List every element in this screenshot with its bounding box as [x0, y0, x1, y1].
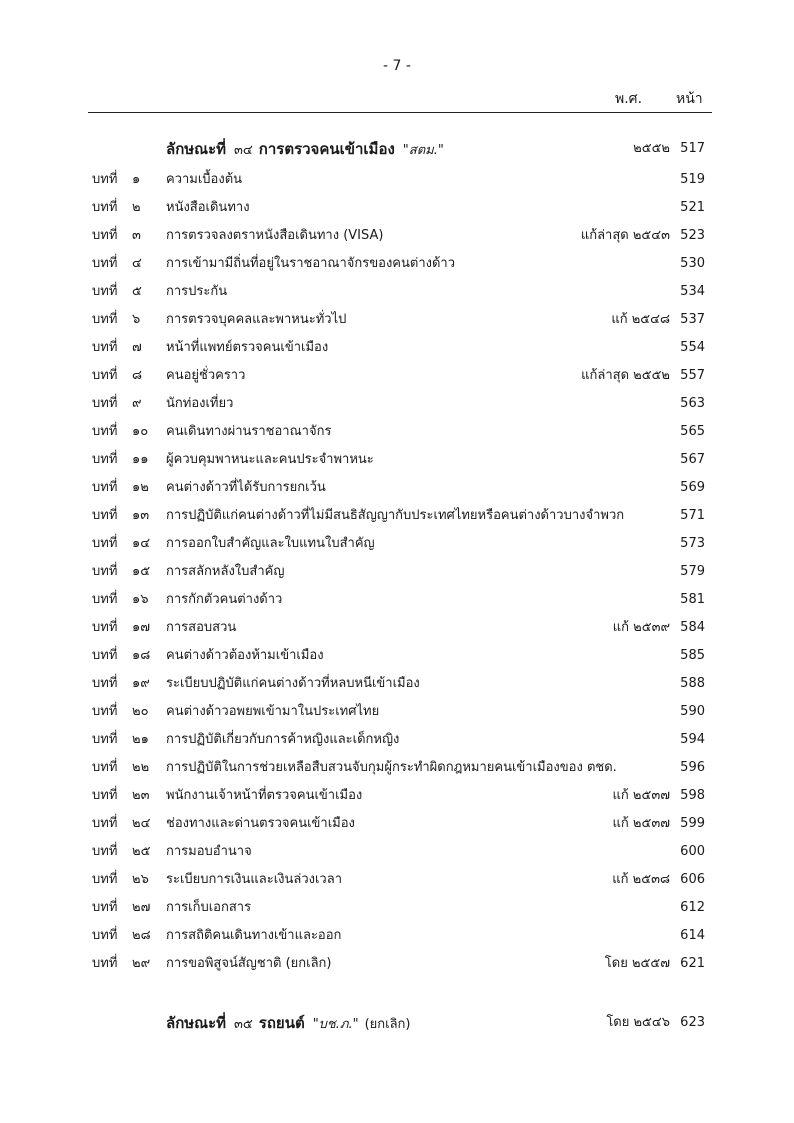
chapter-amendment: แก้ล่าสุด ๒๕๔๓	[580, 228, 670, 243]
chapter-number: ๑๓	[132, 508, 150, 523]
chapter-row[interactable]	[0, 561, 794, 583]
chapter-page: 599	[680, 816, 705, 831]
chapter-title: คนต่างด้าวอพยพเข้ามาในประเทศไทย	[166, 704, 380, 719]
chapter-row[interactable]	[0, 225, 794, 247]
chapter-title: การมอบอำนาจ	[166, 844, 252, 859]
chapter-title: การขอพิสูจน์สัญชาติ (ยกเลิก)	[166, 956, 332, 971]
chapter-label: บทที่	[92, 788, 118, 803]
chapter-page: 565	[680, 424, 705, 439]
section-number: ๓๔	[234, 143, 253, 158]
section-year: ๒๕๕๒	[633, 141, 670, 156]
chapter-title: นักท่องเที่ยว	[166, 396, 234, 411]
chapter-number: ๒๙	[132, 956, 151, 971]
chapter-amendment: แก้ล่าสุด ๒๕๕๒	[581, 368, 670, 383]
chapter-number: ๒	[132, 200, 141, 215]
chapter-row[interactable]	[0, 281, 794, 303]
chapter-number: ๒๒	[132, 760, 150, 775]
chapter-label: บทที่	[92, 676, 118, 691]
section-year: โดย ๒๕๔๖	[606, 1015, 670, 1030]
chapter-row[interactable]	[0, 785, 794, 807]
chapter-label: บทที่	[92, 620, 118, 635]
chapter-label: บทที่	[92, 368, 118, 383]
chapter-page: 557	[680, 368, 705, 383]
section-page: 623	[680, 1015, 705, 1030]
chapter-label: บทที่	[92, 732, 118, 747]
chapter-label: บทที่	[92, 228, 118, 243]
chapter-page: 621	[680, 956, 705, 971]
section-abbreviation: "บช.ภ."	[312, 1017, 359, 1032]
section-number: ๓๕	[234, 1017, 253, 1032]
chapter-number: ๒๘	[132, 928, 151, 943]
chapter-amendment: แก้ ๒๕๔๘	[611, 312, 670, 327]
section-abbreviation: "สตม."	[402, 143, 444, 158]
chapter-label: บทที่	[92, 340, 118, 355]
chapter-row[interactable]	[0, 953, 794, 975]
chapter-number: ๒๓	[132, 788, 150, 803]
chapter-page: 521	[680, 200, 705, 215]
chapter-page: 588	[680, 676, 705, 691]
header-divider	[88, 112, 712, 113]
chapter-amendment: โดย ๒๕๕๗	[604, 956, 670, 971]
chapter-page: 579	[680, 564, 705, 579]
chapter-row[interactable]	[0, 813, 794, 835]
chapter-label: บทที่	[92, 816, 118, 831]
chapter-title: การปฏิบัติเกี่ยวกับการค้าหญิงและเด็กหญิง	[166, 732, 400, 747]
chapter-page: 584	[680, 620, 705, 635]
section-page: 517	[680, 141, 705, 156]
chapter-number: ๑๔	[132, 536, 151, 551]
chapter-row[interactable]	[0, 925, 794, 947]
chapter-title: การออกใบสำคัญและใบแทนใบสำคัญ	[166, 536, 375, 551]
chapter-title: พนักงานเจ้าหน้าที่ตรวจคนเข้าเมือง	[166, 788, 363, 803]
chapter-title: ผู้ควบคุมพาหนะและคนประจำพาหนะ	[166, 452, 374, 467]
chapter-page: 614	[680, 928, 705, 943]
chapter-row[interactable]	[0, 645, 794, 667]
chapter-label: บทที่	[92, 592, 118, 607]
chapter-label: บทที่	[92, 872, 118, 887]
chapter-page: 571	[680, 508, 705, 523]
chapter-title: คนอยู่ชั่วคราว	[166, 368, 246, 383]
chapter-row[interactable]	[0, 589, 794, 611]
chapter-row[interactable]	[0, 393, 794, 415]
chapter-page: 554	[680, 340, 705, 355]
chapter-title: การตรวจลงตราหนังสือเดินทาง (VISA)	[166, 228, 384, 243]
chapter-label: บทที่	[92, 648, 118, 663]
chapter-title: คนเดินทางผ่านราชอาณาจักร	[166, 424, 332, 439]
chapter-amendment: แก้ ๒๕๓๗	[612, 816, 670, 831]
section-title	[166, 1012, 411, 1036]
section-name: รถยนต์	[258, 1014, 305, 1032]
section-name: การตรวจคนเข้าเมือง	[258, 140, 395, 158]
chapter-label: บทที่	[92, 844, 118, 859]
chapter-row[interactable]	[0, 421, 794, 443]
chapter-number: ๑๕	[132, 564, 151, 579]
chapter-number: ๒๗	[132, 900, 151, 915]
chapter-title: ความเบื้องต้น	[166, 172, 243, 187]
chapter-row[interactable]	[0, 897, 794, 919]
chapter-label: บทที่	[92, 452, 118, 467]
section-label: ลักษณะที่	[166, 140, 227, 158]
chapter-title: ช่องทางและด่านตรวจคนเข้าเมือง	[166, 816, 355, 831]
chapter-row[interactable]	[0, 533, 794, 555]
section-heading[interactable]	[0, 1012, 794, 1034]
chapter-label: บทที่	[92, 564, 118, 579]
chapter-page: 530	[680, 256, 705, 271]
column-header-year: พ.ศ.	[615, 91, 643, 107]
chapter-amendment: แก้ ๒๕๓๗	[612, 788, 670, 803]
chapter-label: บทที่	[92, 928, 118, 943]
chapter-row[interactable]	[0, 673, 794, 695]
chapter-page: 573	[680, 536, 705, 551]
chapter-row[interactable]	[0, 309, 794, 331]
chapter-row[interactable]	[0, 253, 794, 275]
chapter-number: ๑๒	[132, 480, 149, 495]
chapter-label: บทที่	[92, 172, 118, 187]
chapter-amendment: แก้ ๒๕๓๘	[612, 872, 670, 887]
chapter-number: ๑๑	[132, 452, 149, 467]
chapter-page: 585	[680, 648, 705, 663]
chapter-number: ๒๖	[132, 872, 149, 887]
chapter-number: ๑๙	[132, 676, 150, 691]
chapter-number: ๑๖	[132, 592, 149, 607]
chapter-row[interactable]	[0, 197, 794, 219]
chapter-title: การประกัน	[166, 284, 228, 299]
chapter-number: ๑๗	[132, 620, 151, 635]
chapter-row[interactable]	[0, 617, 794, 639]
chapter-title: หน้าที่แพทย์ตรวจคนเข้าเมือง	[166, 340, 329, 355]
chapter-page: 534	[680, 284, 705, 299]
chapter-label: บทที่	[92, 760, 118, 775]
chapter-row[interactable]	[0, 729, 794, 751]
chapter-page: 606	[680, 872, 705, 887]
chapter-title: ระเบียบการเงินและเงินล่วงเวลา	[166, 872, 342, 887]
chapter-title: คนต่างด้าวต้องห้ามเข้าเมือง	[166, 648, 324, 663]
chapter-number: ๑	[132, 172, 141, 187]
chapter-title: การปฏิบัติในการช่วยเหลือสืบสวนจับกุมผู้กระทำผิดกฎหมายคนเข้าเมืองของ ตชด.	[166, 760, 617, 775]
chapter-number: ๒๕	[132, 844, 151, 859]
chapter-page: 581	[680, 592, 705, 607]
chapter-number: ๒๔	[132, 816, 151, 831]
chapter-row[interactable]	[0, 701, 794, 723]
chapter-page: 523	[680, 228, 705, 243]
chapter-label: บทที่	[92, 956, 118, 971]
chapter-title: การเข้ามามีถิ่นที่อยู่ในราชอาณาจักรของคนต่างด้าว	[166, 256, 456, 271]
chapter-row[interactable]	[0, 757, 794, 779]
chapter-label: บทที่	[92, 200, 118, 215]
chapter-page: 590	[680, 704, 705, 719]
chapter-page: 596	[680, 760, 705, 775]
chapter-label: บทที่	[92, 536, 118, 551]
chapter-label: บทที่	[92, 480, 118, 495]
chapter-title: การปฏิบัติแก่คนต่างด้าวที่ไม่มีสนธิสัญญากับประเทศไทยหรือคนต่างด้าวบางจำพวก	[166, 508, 625, 523]
chapter-row[interactable]	[0, 365, 794, 387]
chapter-label: บทที่	[92, 424, 118, 439]
chapter-row[interactable]	[0, 841, 794, 863]
chapter-label: บทที่	[92, 312, 118, 327]
chapter-number: ๖	[132, 312, 141, 327]
chapter-title: ระเบียบปฏิบัติแก่คนต่างด้าวที่หลบหนีเข้าเมือง	[166, 676, 420, 691]
chapter-label: บทที่	[92, 256, 118, 271]
page-number: - 7 -	[383, 58, 411, 74]
chapter-page: 537	[680, 312, 705, 327]
chapter-number: ๙	[132, 396, 142, 411]
column-header-page: หน้า	[676, 91, 703, 107]
section-title	[166, 138, 450, 162]
chapter-label: บทที่	[92, 704, 118, 719]
chapter-page: 598	[680, 788, 705, 803]
chapter-number: ๑๘	[132, 648, 151, 663]
chapter-row[interactable]	[0, 477, 794, 499]
chapter-row[interactable]	[0, 869, 794, 891]
chapter-row[interactable]	[0, 337, 794, 359]
section-heading[interactable]	[0, 138, 794, 160]
chapter-title: การสถิติคนเดินทางเข้าและออก	[166, 928, 342, 943]
chapter-number: ๒๐	[132, 704, 149, 719]
chapter-number: ๗	[132, 340, 142, 355]
chapter-title: การเก็บเอกสาร	[166, 900, 252, 915]
chapter-page: 594	[680, 732, 705, 747]
chapter-page: 569	[680, 480, 705, 495]
chapter-amendment: แก้ ๒๕๓๙	[612, 620, 670, 635]
chapter-page: 563	[680, 396, 705, 411]
chapter-page: 612	[680, 900, 705, 915]
section-label: ลักษณะที่	[166, 1014, 227, 1032]
chapter-number: ๓	[132, 228, 141, 243]
chapter-page: 600	[680, 844, 705, 859]
chapter-title: การตรวจบุคคลและพาหนะทั่วไป	[166, 312, 347, 327]
chapter-title: การกักตัวคนต่างด้าว	[166, 592, 283, 607]
chapter-number: ๘	[132, 368, 143, 383]
chapter-title: คนต่างด้าวที่ได้รับการยกเว้น	[166, 480, 326, 495]
chapter-row[interactable]	[0, 505, 794, 527]
chapter-number: ๒๑	[132, 732, 149, 747]
chapter-label: บทที่	[92, 396, 118, 411]
chapter-title: หนังสือเดินทาง	[166, 200, 250, 215]
chapter-title: การสลักหลังใบสำคัญ	[166, 564, 285, 579]
chapter-page: 519	[680, 172, 705, 187]
chapter-title: การสอบสวน	[166, 620, 237, 635]
chapter-label: บทที่	[92, 508, 118, 523]
chapter-row[interactable]	[0, 169, 794, 191]
chapter-label: บทที่	[92, 284, 118, 299]
chapter-number: ๕	[132, 284, 142, 299]
chapter-row[interactable]	[0, 449, 794, 471]
section-status: (ยกเลิก)	[364, 1017, 411, 1032]
chapter-page: 567	[680, 452, 705, 467]
chapter-number: ๑๐	[132, 424, 149, 439]
chapter-number: ๔	[132, 256, 142, 271]
chapter-label: บทที่	[92, 900, 118, 915]
